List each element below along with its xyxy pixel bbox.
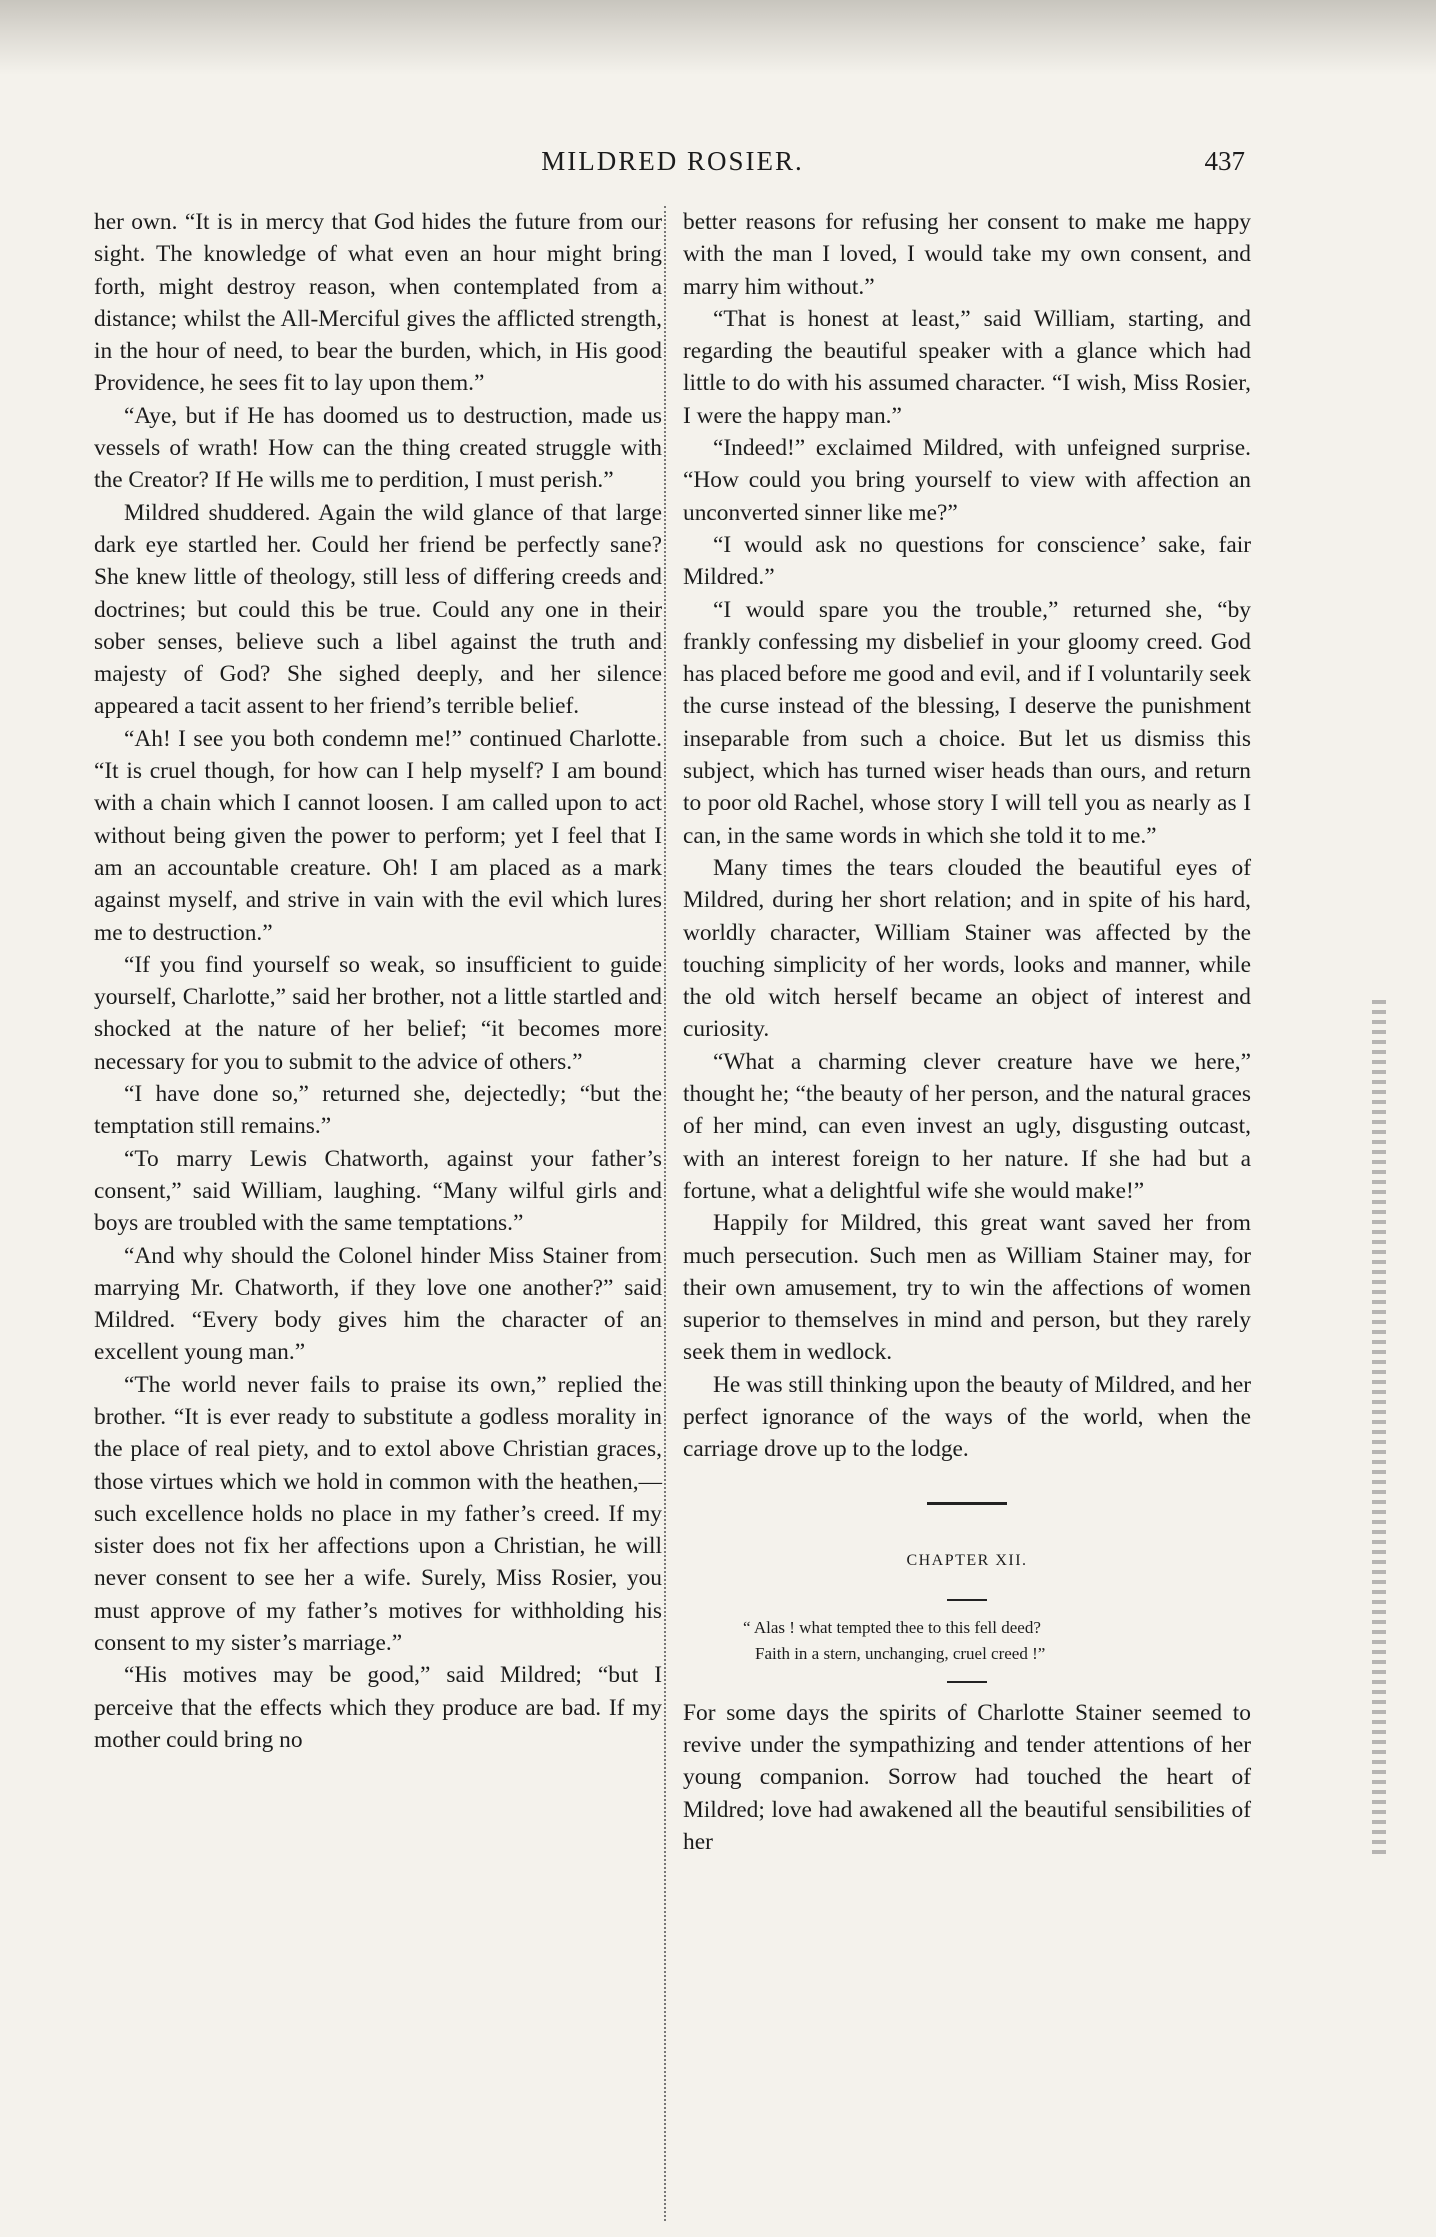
paragraph: “I have done so,” returned she, dejectedly; “but the temptation still remains.” [94, 1081, 662, 1140]
paragraph: Mildred shuddered. Again the wild glance of that large dark eye startled her. Could her friend be perfectly sane? She knew little of theology, still less of differing creeds and doctrines; but could this be true. Could any one in their sober senses, believe such a libel against the truth and majesty of God? She sighed deeply, and her silence appeared a tacit assent to her friend’s terrible belief. [94, 499, 662, 720]
running-title: MILDRED ROSIER. [541, 146, 804, 176]
paragraph: “Aye, but if He has doomed us to destruction, made us vessels of wrath! How can the thing created struggle with the Creator? If He wills me to perdition, I must perish.” [94, 402, 662, 494]
paragraph: “I would spare you the trouble,” returned she, “by frankly confessing my disbelief in your gloomy creed. God has placed before me good and evil, and if I voluntarily seek the curse instead of the blessing, I deserve the punishment inseparable from such a choice. But let us dismiss this subject, which has turned wiser heads than ours, and return to poor old Rachel, whose story I will tell you as nearly as I can, in the same words in which she told it to me.” [683, 596, 1251, 849]
scan-right-edge [1372, 1000, 1386, 1860]
paragraph: “Indeed!” exclaimed Mildred, with unfeigned surprise. “How could you bring yourself to view with affection an unconverted sinner like me?” [683, 435, 1251, 526]
paragraph: “Ah! I see you both condemn me!” continued Charlotte. “It is cruel though, for how can I help myself? I am bound with a chain which I cannot loosen. I am called upon to act without being given the power to perform; yet I feel that I am an accountable creature. Oh! I am placed as a mark against myself, and strive in vain with the evil which lures me to destruction.” [94, 725, 662, 946]
paragraph: better reasons for refusing her consent to make me happy with the man I loved, I would take my own consent, and marry him without.” [683, 209, 1251, 300]
column-divider [664, 206, 666, 2221]
paragraph: “To marry Lewis Chatworth, against your father’s consent,” said William, laughing. “Many wilful girls and boys are troubled with the same temptations.” [94, 1145, 662, 1237]
paragraph: Many times the tears clouded the beautiful eyes of Mildred, during her short relation; and in spite of his hard, worldly character, William Stainer was affected by the touching simplicity of her words, looks and manner, while the old witch herself became an object of interest and curiosity. [683, 854, 1251, 1043]
paragraph: “What a charming clever creature have we here,” thought he; “the beauty of her person, and the natural graces of her mind, can even invest an ugly, disgusting outcast, with an interest foreign to her nature. If she had but a fortune, what a delightful wife she would make!” [683, 1048, 1251, 1204]
chapter-separator-rule [927, 1502, 1007, 1505]
epigraph [743, 1615, 1251, 1667]
epigraph-top-rule [947, 1599, 987, 1601]
paragraph: “I would ask no questions for conscience’ sake, fair Mildred.” [683, 531, 1251, 591]
epigraph-line: Faith in a stern, unchanging, cruel creed !” [755, 1643, 1046, 1663]
paragraph: her own. “It is in mercy that God hides the future from our sight. The knowledge of what even an hour might bring forth, might destroy reason, when contemplated from a distance; whilst the All-Merciful gives the afflicted strength, in the hour of need, to bear the burden, which, in His good Providence, he sees fit to lay upon them.” [94, 209, 662, 397]
paragraph: He was still thinking upon the beauty of Mildred, and her perfect ignorance of the ways of the world, when the carriage drove up to the lodge. [683, 1371, 1251, 1463]
paragraph: “If you find yourself so weak, so insufficient to guide yourself, Charlotte,” said her brother, not a little startled and shocked at the nature of her belief; “it becomes more necessary for you to submit to the advice of others.” [94, 951, 662, 1075]
paragraph: Happily for Mildred, this great want saved her from much persecution. Such men as William Stainer may, for their own amusement, try to win the affections of women superior to themselves in mind and person, but they rarely seek them in wedlock. [683, 1210, 1251, 1366]
paragraph: “That is honest at least,” said William, starting, and regarding the beautiful speaker with a glance which had little to do with his assumed character. “I wish, Miss Rosier, I were the happy man.” [683, 305, 1251, 429]
page-number: 437 [1204, 146, 1245, 176]
paragraph: “And why should the Colonel hinder Miss Stainer from marrying Mr. Chatworth, if they love one another?” said Mildred. “Every body gives him the character of an excellent young man.” [94, 1242, 662, 1366]
chapter-opening-paragraph: For some days the spirits of Charlotte Stainer seemed to revive under the sympathizing and tender attentions of her young companion. Sorrow had touched the heart of Mildred; love had awakened all the beautiful sensibilities of her [683, 1699, 1251, 1856]
scan-top-margin [0, 0, 1436, 75]
page-header [100, 146, 1245, 186]
paragraph: “The world never fails to praise its own,” replied the brother. “It is ever ready to substitute a godless morality in the place of real piety, and to extol above Christian graces, those virtues which we hold in common with the heathen,—such excellence holds no place in my father’s creed. If my sister does not fix her affections upon a Christian, he will never consent to see her a wife. Surely, Miss Rosier, you must approve of my father’s motives for withholding his consent to my sister’s marriage.” [94, 1371, 662, 1657]
right-column [683, 206, 1251, 1858]
epigraph-bottom-rule [947, 1681, 987, 1683]
paragraph: “His motives may be good,” said Mildred; “but I perceive that the effects which they produce are bad. If my mother could bring no [94, 1662, 662, 1753]
chapter-heading: CHAPTER XII. [906, 1551, 1028, 1569]
left-column [94, 206, 662, 1756]
epigraph-line: “ Alas ! what tempted thee to this fell deed? [743, 1617, 1041, 1637]
